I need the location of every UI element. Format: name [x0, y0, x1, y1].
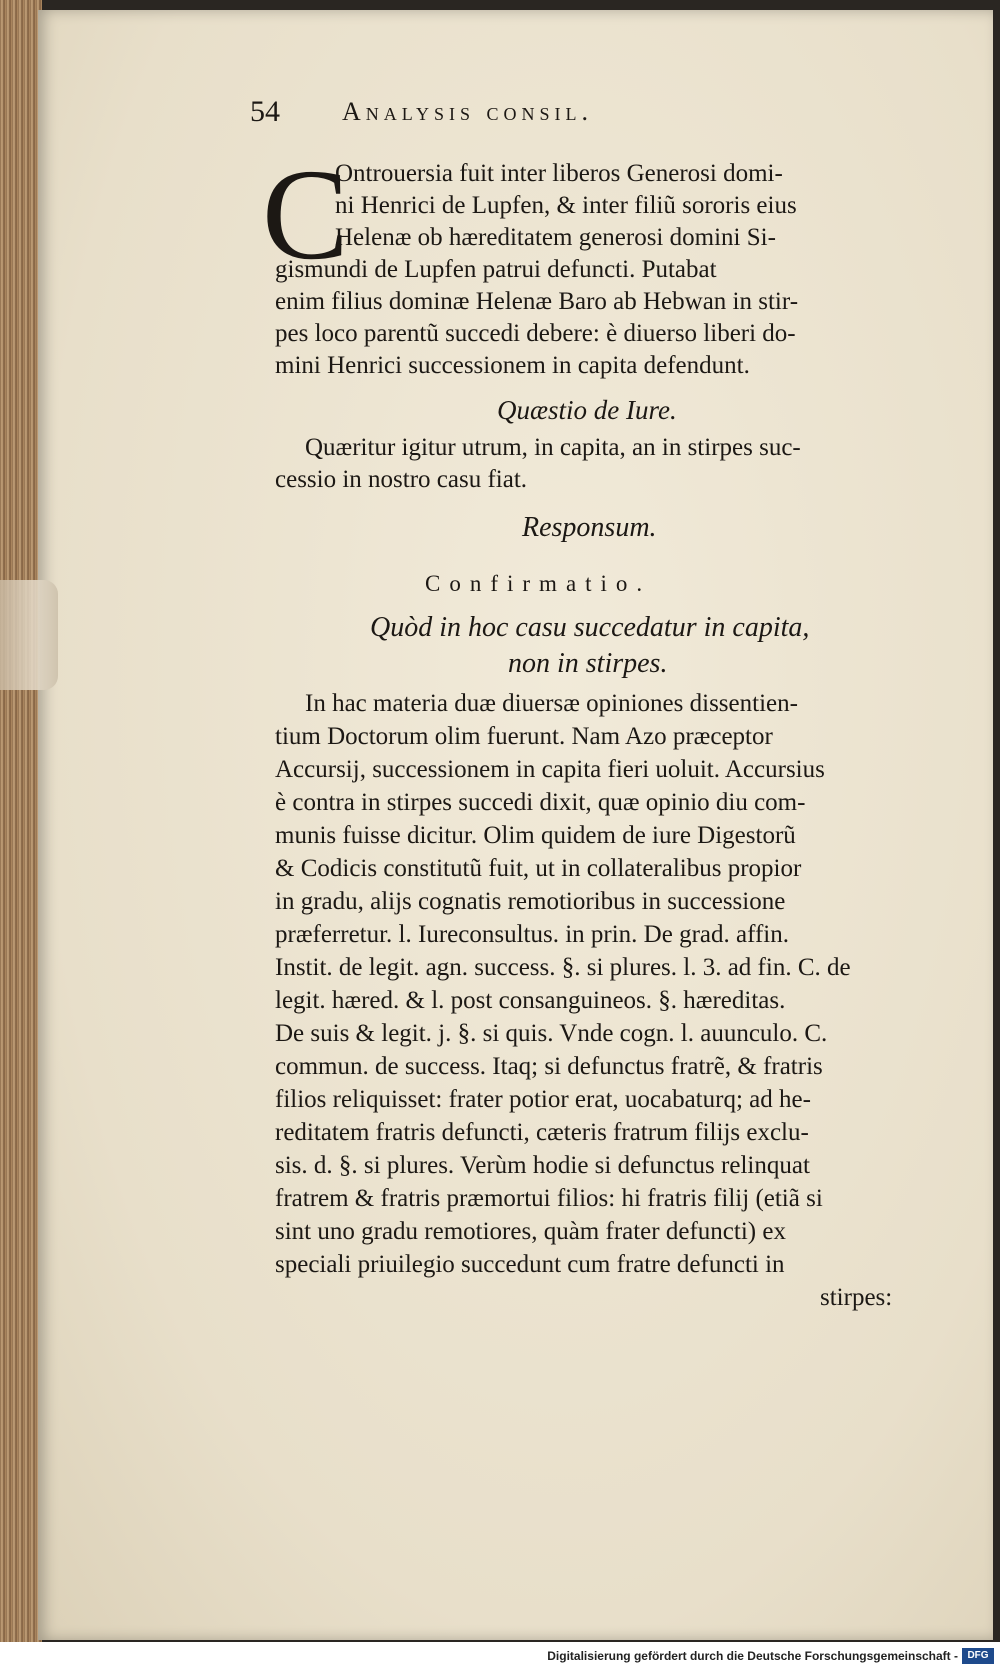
body-line: legit. hæred. & l. post consanguineos. §. hæreditas.	[275, 987, 786, 1014]
body-line: Accursij, successionem in capita fieri uoluit. Accursius	[275, 756, 825, 783]
catchword: stirpes:	[820, 1284, 893, 1311]
footer-credit: Digitalisierung gefördert durch die Deutsche Forschungsgemeinschaft -	[547, 1649, 958, 1663]
confirmatio-heading: Confirmatio.	[425, 571, 652, 596]
intro-line: gismundi de Lupfen patrui defuncti. Putabat	[275, 256, 717, 283]
body-line: Instit. de legit. agn. success. §. si plures. l. 3. ad fin. C. de	[275, 954, 851, 981]
running-title: Analysis consil.	[342, 97, 593, 126]
book-page-edges	[0, 0, 42, 1671]
body-line: commun. de success. Itaq; si defunctus fratrẽ, & fratris	[275, 1053, 823, 1080]
body-line: fratrem & fratris præmortui filios: hi fratris filij (etiã si	[275, 1185, 823, 1212]
body-line: speciali priuilegio succedunt cum fratre defuncti in	[275, 1251, 785, 1278]
subheading-line: non in stirpes.	[508, 648, 668, 679]
body-line: & Codicis constitutũ fuit, ut in collateralibus propior	[275, 855, 802, 882]
body-line: filios reliquisset: frater potior erat, uocabaturq; ad he-	[275, 1086, 811, 1113]
intro-line: pes loco parentũ succedi debere: è diuerso liberi do-	[275, 320, 796, 347]
intro-line: ni Henrici de Lupfen, & inter filiũ sororis eius	[335, 192, 797, 219]
dfg-logo: DFG	[962, 1648, 994, 1664]
body-line: munis fuisse dicitur. Olim quidem de iure Digestorũ	[275, 822, 796, 849]
body-line: reditatem fratris defuncti, cæteris fratrum filijs exclu-	[275, 1119, 809, 1146]
body-line: præferretur. l. Iureconsultus. in prin. De grad. affin.	[275, 921, 789, 948]
quaestio-line: Quæritur igitur utrum, in capita, an in stirpes suc-	[305, 434, 801, 461]
responsum-heading: Responsum.	[522, 512, 657, 543]
body-line: sis. d. §. si plures. Verùm hodie si defunctus relinquat	[275, 1152, 810, 1179]
intro-line: mini Henrici successionem in capita defendunt.	[275, 352, 750, 379]
quaestio-heading: Quæstio de Iure.	[497, 395, 677, 425]
intro-line: Ontrouersia fuit inter liberos Generosi domi-	[335, 160, 783, 187]
body-line: sint uno gradu remotiores, quàm frater defuncti) ex	[275, 1218, 786, 1245]
drop-capital: C	[262, 143, 349, 287]
subheading-line: Quòd in hoc casu succedatur in capita,	[370, 612, 810, 643]
body-line: De suis & legit. j. §. si quis. Vnde cogn. l. auunculo. C.	[275, 1020, 828, 1047]
body-line: in gradu, alijs cognatis remotioribus in successione	[275, 888, 786, 915]
page-number: 54	[250, 95, 280, 128]
body-line: In hac materia duæ diuersæ opiniones dissentien-	[305, 690, 798, 717]
intro-line: Helenæ ob hæreditatem generosi domini Si-	[335, 224, 776, 251]
intro-line: enim filius dominæ Helenæ Baro ab Hebwan in stir-	[275, 288, 799, 315]
footer-bar	[0, 1642, 1000, 1671]
body-line: tium Doctorum olim fuerunt. Nam Azo præceptor	[275, 723, 773, 750]
page-header	[250, 95, 890, 145]
page-clip	[0, 580, 58, 690]
body-line: è contra in stirpes succedi dixit, quæ opinio diu com-	[275, 789, 806, 816]
quaestio-line: cessio in nostro casu fiat.	[275, 466, 528, 493]
